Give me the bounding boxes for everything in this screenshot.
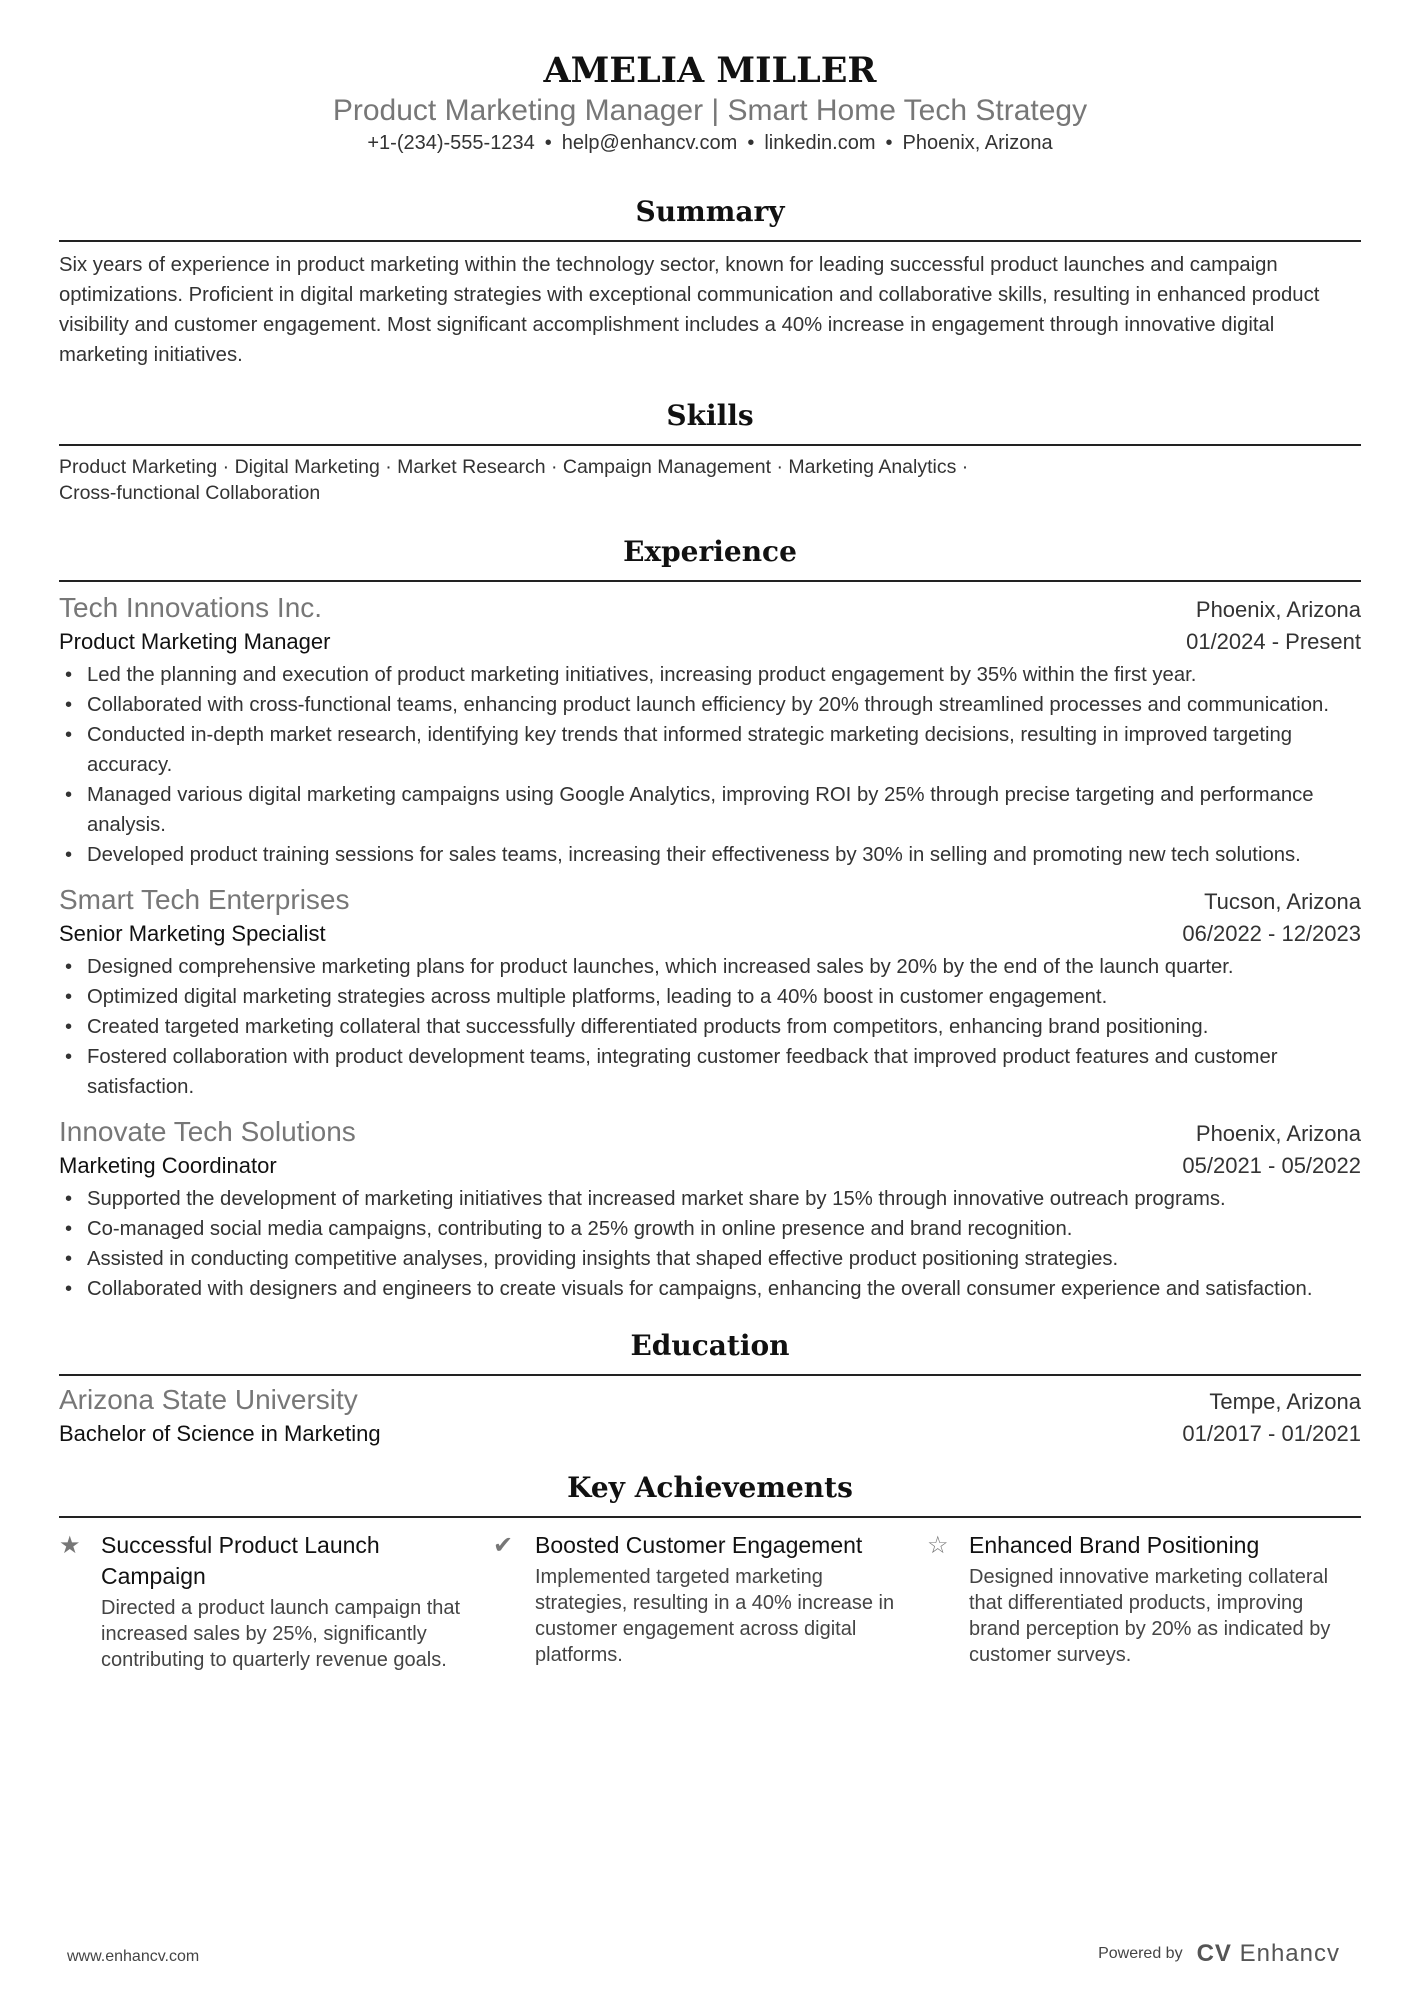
bullet-item: • Co-managed social media campaigns, contributing to a 25% growth in online presence and brand recognition. bbox=[59, 1214, 1361, 1244]
footer-website[interactable]: www.enhancv.com bbox=[67, 1948, 200, 1965]
star-outline-icon: ☆ bbox=[927, 1532, 949, 1559]
bullet-item: • Supported the development of marketing initiatives that increased market share by 15% through innovative outreach programs. bbox=[59, 1184, 1361, 1214]
contact-line: +1-(234)-555-1234 • help@enhancv.com • linkedin.com • Phoenix, Arizona bbox=[367, 132, 1053, 154]
phone: +1-(234)-555-1234 bbox=[367, 132, 535, 154]
achievement-title: Successful Product Launch Campaign bbox=[101, 1532, 380, 1589]
bullet-item: • Fostered collaboration with product development teams, integrating customer feedback that improved product features and customer satisfaction. bbox=[59, 1042, 1361, 1102]
candidate-title: Product Marketing Manager | Smart Home Tech Strategy bbox=[332, 94, 1088, 127]
degree: Bachelor of Science in Marketing bbox=[59, 1421, 381, 1446]
experience-list bbox=[59, 590, 1361, 1304]
summary-text: Six years of experience in product marketing within the technology sector, known for leading successful product launches and campaign optimizations. Proficient in digital marketing strategies with exceptional communication and collaborative skills, resulting in enhanced product visibility and customer engagement. Most significant accomplishment includes a 40% increase in engagement through innovative digital marketing initiatives. bbox=[59, 254, 1320, 366]
resume bbox=[59, 0, 1361, 1673]
job-role: Marketing Coordinator bbox=[59, 1153, 277, 1178]
achievement-item bbox=[493, 1530, 927, 1673]
education-entry bbox=[59, 1382, 1361, 1450]
job-location: Phoenix, Arizona bbox=[1195, 597, 1361, 622]
job-role: Senior Marketing Specialist bbox=[59, 921, 326, 946]
job-entry bbox=[59, 590, 1361, 870]
achievement-desc: Directed a product launch campaign that increased sales by 25%, significantly contributing to quarterly revenue goals. bbox=[101, 1597, 461, 1671]
school: Arizona State University bbox=[59, 1384, 358, 1415]
education-heading: Education bbox=[59, 1328, 1361, 1376]
company-name: Innovate Tech Solutions bbox=[59, 1116, 356, 1147]
achievement-desc: Implemented targeted marketing strategies, resulting in a 40% increase in customer engagement across digital platforms. bbox=[535, 1566, 895, 1666]
achievement-title: Enhanced Brand Positioning bbox=[969, 1532, 1260, 1558]
job-role: Product Marketing Manager bbox=[59, 629, 331, 654]
bullet-item: • Assisted in conducting competitive analyses, providing insights that shaped effective product positioning strategies. bbox=[59, 1244, 1361, 1274]
job-dates: 06/2022 - 12/2023 bbox=[1182, 921, 1361, 946]
checkmark-icon: ✔ bbox=[493, 1532, 514, 1559]
linkedin[interactable]: linkedin.com bbox=[764, 132, 876, 154]
job-entry bbox=[59, 1114, 1361, 1304]
achievement-desc: Designed innovative marketing collateral that differentiated products, improving brand perception by 20% as indicated by customer surveys. bbox=[969, 1566, 1331, 1666]
enhancv-logo[interactable]: CV Enhancv bbox=[1196, 1940, 1340, 1967]
bullet-item: • Created targeted marketing collateral that successfully differentiated products from competitors, enhancing brand positioning. bbox=[59, 1012, 1361, 1042]
achievement-item bbox=[59, 1530, 493, 1673]
bullet-item: • Collaborated with designers and engineers to create visuals for campaigns, enhancing the overall consumer experience and satisfaction. bbox=[59, 1274, 1361, 1304]
bullet-item: • Designed comprehensive marketing plans for product launches, which increased sales by 20% by the end of the launch quarter. bbox=[59, 952, 1361, 982]
skills-line: Product Marketing · Digital Marketing · Market Research · Campaign Management · Marketing Analytics · bbox=[59, 456, 969, 478]
skills-line: Cross-functional Collaboration bbox=[59, 482, 321, 504]
job-entry bbox=[59, 882, 1361, 1102]
company-name: Smart Tech Enterprises bbox=[59, 884, 350, 915]
school-location: Tempe, Arizona bbox=[1209, 1389, 1361, 1414]
summary-heading: Summary bbox=[59, 194, 1361, 242]
email[interactable]: help@enhancv.com bbox=[561, 132, 738, 154]
candidate-name: AMELIA MILLER bbox=[543, 50, 877, 91]
bullet-item: • Conducted in-depth market research, identifying key trends that informed strategic marketing decisions, resulting in improved targeting accuracy. bbox=[59, 720, 1361, 780]
job-location: Phoenix, Arizona bbox=[1195, 1121, 1361, 1146]
achievements-list bbox=[59, 1530, 1361, 1673]
achievement-item bbox=[927, 1530, 1361, 1673]
job-dates: 01/2024 - Present bbox=[1186, 629, 1361, 654]
star-half-icon: ★ bbox=[59, 1532, 81, 1559]
achievements-heading: Key Achievements bbox=[59, 1470, 1361, 1518]
location: Phoenix, Arizona bbox=[902, 132, 1053, 154]
bullet-item: • Managed various digital marketing campaigns using Google Analytics, improving ROI by 25% through precise targeting and performance analysis. bbox=[59, 780, 1361, 840]
bullet-item: • Led the planning and execution of product marketing initiatives, increasing product engagement by 35% within the first year. bbox=[59, 660, 1361, 690]
job-location: Tucson, Arizona bbox=[1204, 889, 1361, 914]
experience-heading: Experience bbox=[59, 534, 1361, 582]
company-name: Tech Innovations Inc. bbox=[59, 592, 323, 623]
bullet-item: • Collaborated with cross-functional teams, enhancing product launch efficiency by 20% through streamlined processes and communication. bbox=[59, 690, 1361, 720]
job-bullets bbox=[59, 660, 1361, 870]
powered-by: Powered by bbox=[1098, 1945, 1183, 1962]
job-dates: 05/2021 - 05/2022 bbox=[1182, 1153, 1361, 1178]
job-bullets bbox=[59, 1184, 1361, 1304]
skills-heading: Skills bbox=[59, 398, 1361, 446]
job-bullets bbox=[59, 952, 1361, 1102]
achievement-title: Boosted Customer Engagement bbox=[535, 1532, 863, 1558]
bullet-item: • Optimized digital marketing strategies across multiple platforms, leading to a 40% boost in customer engagement. bbox=[59, 982, 1361, 1012]
brand-name: Enhancv bbox=[1239, 1940, 1340, 1967]
footer-branding bbox=[1098, 1940, 1340, 1968]
bullet-item: • Developed product training sessions for sales teams, increasing their effectiveness by 30% in selling and promoting new tech solutions. bbox=[59, 840, 1361, 870]
skills-list bbox=[59, 454, 1361, 506]
education-dates: 01/2017 - 01/2021 bbox=[1182, 1421, 1361, 1446]
